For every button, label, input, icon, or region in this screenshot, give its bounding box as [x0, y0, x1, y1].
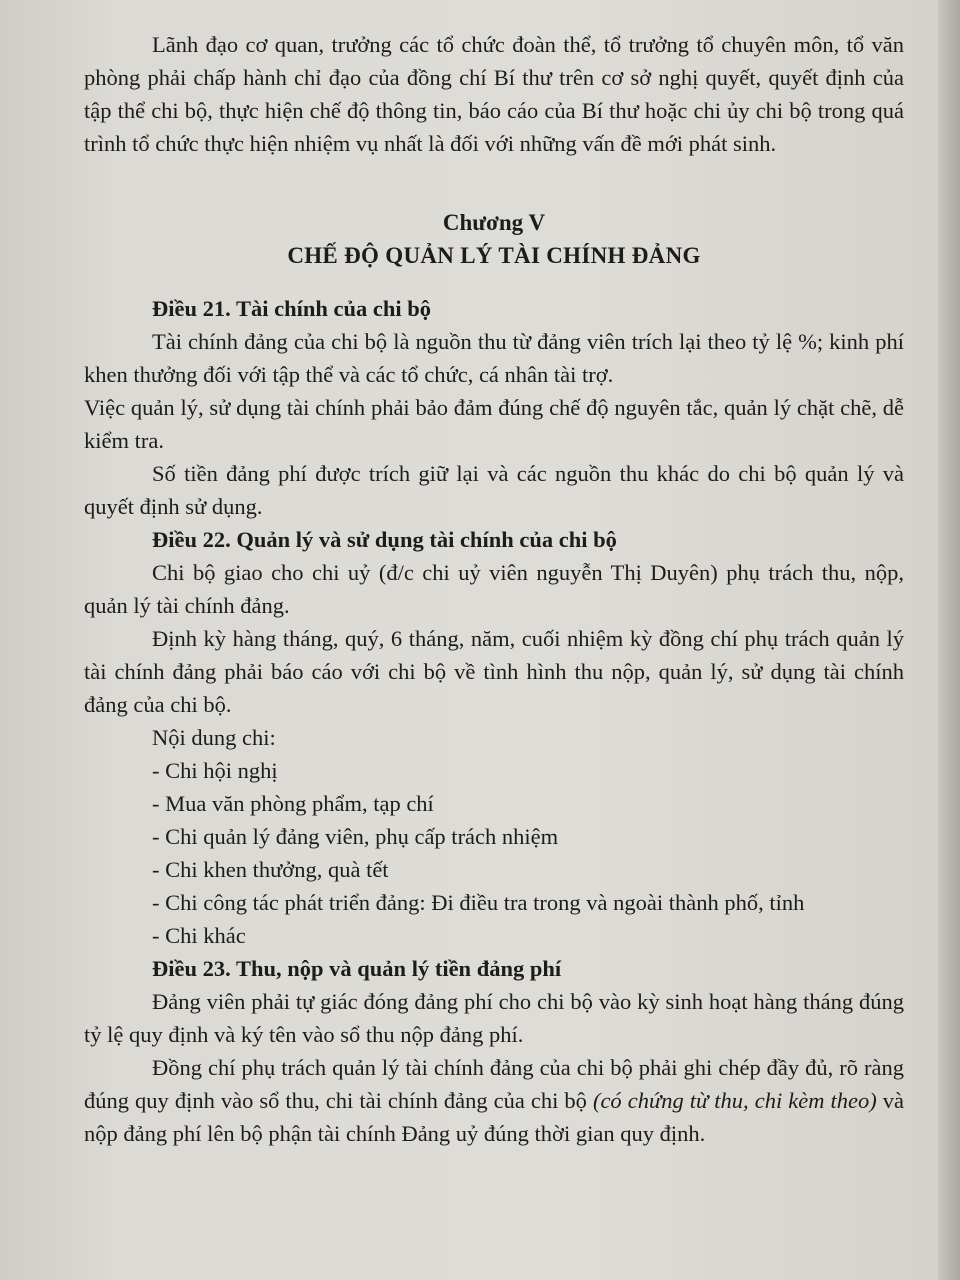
list-item: - Chi công tác phát triển đảng: Đi điều tra trong và ngoài thành phố, tỉnh [152, 890, 805, 915]
article-22-paragraph-1: Chi bộ giao cho chi uỷ (đ/c chi uỷ viên nguyễn Thị Duyên) phụ trách thu, nộp, quản lý tài chính đảng. [84, 560, 904, 618]
chapter-number: Chương V [442, 210, 546, 235]
page-content [84, 28, 904, 1150]
article-22-paragraph-2: Định kỳ hàng tháng, quý, 6 tháng, năm, cuối nhiệm kỳ đồng chí phụ trách quản lý tài chính đảng phải báo cáo với chi bộ về tình hình thu nộp, quản lý, sử dụng tài chính đảng của chi bộ. [84, 626, 904, 717]
article-23-paragraph-2-italic: (có chứng từ thu, chi kèm theo) [592, 1088, 877, 1113]
chapter-title: CHẾ ĐỘ QUẢN LÝ TÀI CHÍNH ĐẢNG [287, 243, 701, 268]
list-item: - Chi quản lý đảng viên, phụ cấp trách nhiệm [152, 824, 559, 849]
article-21-paragraph-2: Việc quản lý, sử dụng tài chính phải bảo đảm đúng chế độ nguyên tắc, quản lý chặt chẽ, dễ kiểm tra. [84, 395, 904, 453]
article-21-paragraph-3: Số tiền đảng phí được trích giữ lại và các nguồn thu khác do chi bộ quản lý và quyết định sử dụng. [84, 461, 904, 519]
expense-list [84, 754, 904, 952]
page-binding-edge [938, 0, 960, 1280]
article-23-paragraph-2-end: và nộp đảng phí lên bộ phận tài chính Đảng uỷ đúng thời gian quy định. [84, 1088, 904, 1146]
article-23-paragraph-2 [84, 1051, 904, 1150]
article-21-paragraph-1: Tài chính đảng của chi bộ là nguồn thu từ đảng viên trích lại theo tỷ lệ %; kinh phí khen thưởng đối với tập thể và các tổ chức, cá nhân tài trợ. [84, 329, 904, 387]
intro-paragraph: Lãnh đạo cơ quan, trưởng các tổ chức đoàn thể, tổ trưởng tổ chuyên môn, tổ văn phòng phải chấp hành chỉ đạo của đồng chí Bí thư trên cơ sở nghị quyết, quyết định của tập thể chi bộ, thực hiện chế độ thông tin, báo cáo của Bí thư hoặc chi ủy chi bộ trong quá trình tổ chức thực hiện nhiệm vụ nhất là đối với những vấn đề mới phát sinh. [84, 32, 904, 156]
article-22-heading: Điều 22. Quản lý và sử dụng tài chính của chi bộ [152, 527, 617, 552]
article-21-heading: Điều 21. Tài chính của chi bộ [152, 296, 432, 321]
list-item: - Chi hội nghị [152, 758, 278, 783]
article-23-paragraph-2-text: Đồng chí phụ trách quản lý tài chính đảng của chi bộ phải ghi chép đầy đủ, rõ ràng đúng quy định vào sổ thu, chi tài chính đảng của chi bộ [84, 1055, 904, 1113]
list-item: - Chi khen thưởng, quà tết [152, 857, 389, 882]
list-item: - Mua văn phòng phẩm, tạp chí [152, 791, 434, 816]
article-23-paragraph-1: Đảng viên phải tự giác đóng đảng phí cho chi bộ vào kỳ sinh hoạt hàng tháng đúng tỷ lệ quy định và ký tên vào sổ thu nộp đảng phí. [84, 989, 904, 1047]
expense-list-title: Nội dung chi: [152, 725, 276, 750]
article-23-heading: Điều 23. Thu, nộp và quản lý tiền đảng phí [152, 956, 562, 981]
list-item: - Chi khác [152, 923, 246, 948]
